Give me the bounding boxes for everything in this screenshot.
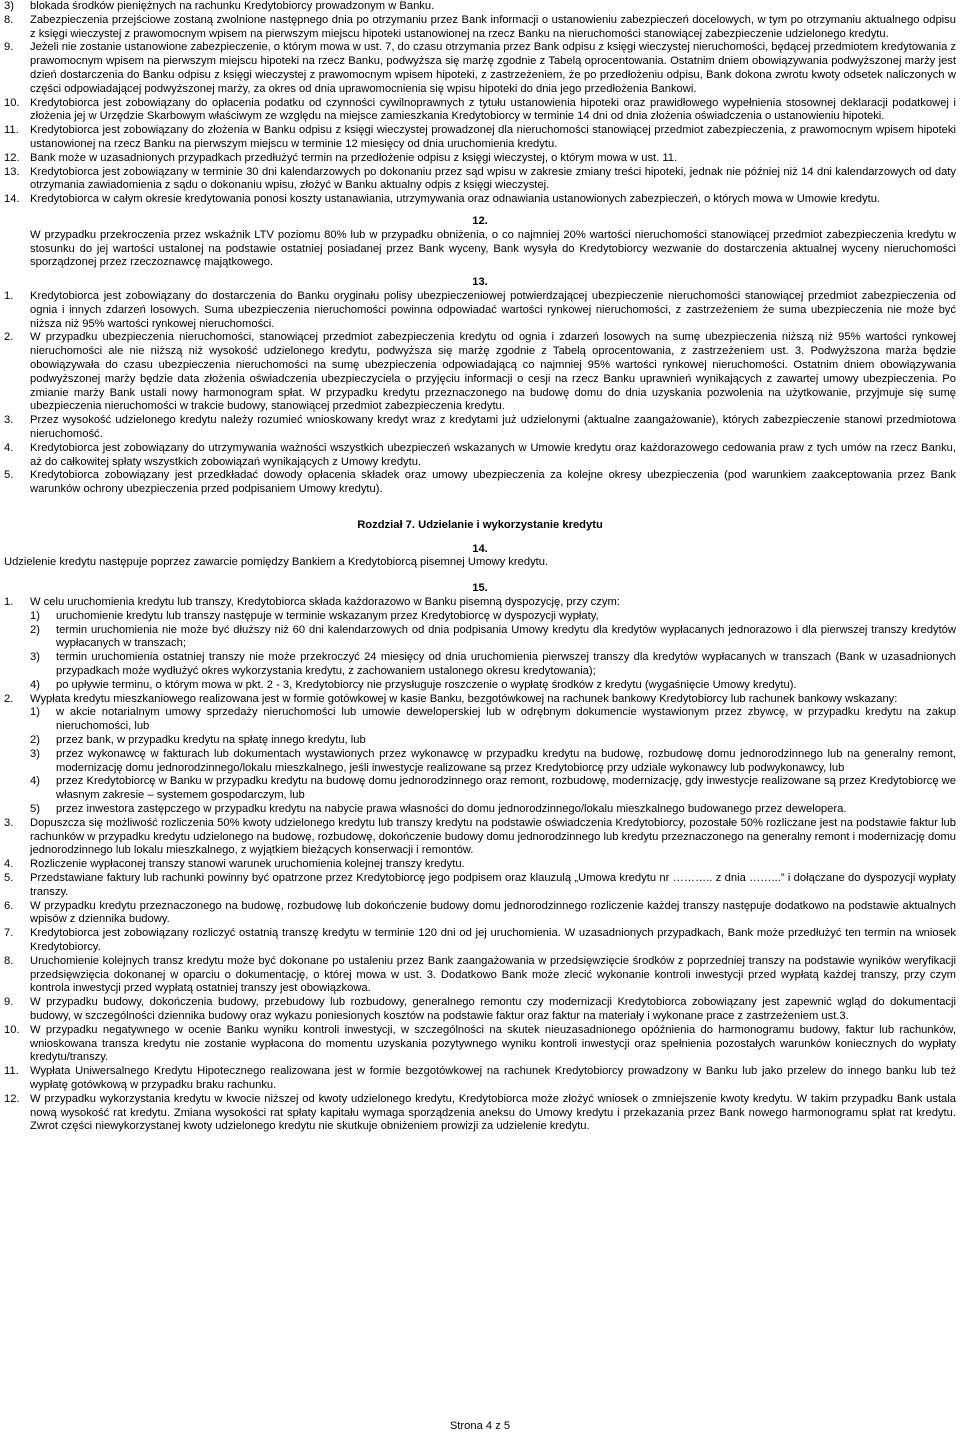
item-text: w akcie notarialnym umowy sprzedaży nieruchomości lub umowie deweloperskiej lub w odrębnym dokumencie wystawionym przez zbywcę, w przypadku kredytu na zakup nieruchomości, lub — [56, 706, 956, 733]
item-number: 12. — [4, 151, 20, 164]
item-text: termin uruchomienia ostatniej transzy nie może przekroczyć 24 miesięcy od dnia uruchomienia pierwszej transzy dla kredytów wypłacanych w transzach (Bank w uzasadnionych przypadkach może wydłużyć okres wykorzystania kredytu, z zachowaniem ustalonego okresu kredytowania); — [56, 651, 956, 678]
list-item — [4, 996, 956, 1024]
list-item — [4, 414, 956, 442]
list-item — [4, 193, 956, 207]
item-number: 3) — [4, 0, 14, 12]
paragraph-14-heading: 14. — [472, 542, 488, 555]
item-text: uruchomienie kredytu lub transzy następuje w terminie wskazanym przez Kredytobiorcę w dyspozycji wypłaty, — [56, 609, 599, 622]
item-number: 7. — [4, 927, 14, 940]
item-number: 1) — [30, 706, 40, 719]
item-text: W przypadku ubezpieczenia nieruchomości, stanowiącej przedmiot zabezpieczenia kredytu od ognia i zdarzeń losowych na sumę ubezpieczenia niższą niż 95% wartości rynkowej nieruchomości ale nie niższą niż wysokość udzielonego kredytu, podwyższa się marżę zgodnie z Tabelą oprocentowania, z zastrzeżeniem ust. 3. Podwyższona marża będzie obowiązywała do czasu ubezpieczenia nieruchomości na sumę ubezpieczenia odpowiadającą co najmniej 95% wartości rynkowej nieruchomości. Ostatnim dniem obowiązywania podwyższonej marży będzie data złożenia oświadczenia ubezpieczyciela o przyjęciu informacji o cesji na rzecz Banku uprawnień wynikających z zawartej umowy ubezpieczenia. Po zmianie marży Bank ustali nowy harmonogram spłat. W przypadku kredytu przeznaczonego na budowę domu do dnia uzyskania pozwolenia na użytkowanie, przyjmuje się sumę ubezpieczenia nieruchomości w trakcie budowy, stanowiącej przedmiot zabezpieczenia kredytu. — [30, 331, 956, 413]
list-item — [30, 775, 956, 803]
list-item — [30, 651, 956, 679]
item-text: przez Kredytobiorcę w Banku w przypadku kredytu na budowę domu jednorodzinnego oraz remont, rozbudowę, modernizację, gdy inwestycje realizowane są przez Kredytobiorcę we własnym zakresie – systemem gospodarczym, lub — [56, 775, 956, 802]
list-item — [4, 1024, 956, 1065]
list-item — [4, 693, 956, 707]
page-number: Strona 4 z 5 — [449, 1420, 511, 1433]
item-number: 4) — [30, 678, 40, 691]
list-item — [4, 442, 956, 470]
item-number: 10. — [4, 1023, 20, 1036]
list-item — [30, 679, 956, 693]
list-item — [4, 927, 956, 955]
list-item — [4, 872, 956, 900]
list-item — [4, 1065, 956, 1093]
item-number: 3) — [30, 651, 40, 664]
item-number: 11. — [4, 124, 19, 137]
item-text: W przypadku budowy, dokończenia budowy, przebudowy lub rozbudowy, generalnego remontu czy modernizacji Kredytobiorca zobowiązany jest zapewnić wgląd do dokumentacji budowy, w szczególności dziennika budowy oraz wykazu poniesionych kosztów na podstawie faktur oraz faktur na materiały i wykonane prace z zastrzeżeniem ust.3. — [30, 996, 956, 1022]
list-item — [4, 124, 956, 152]
item-number: 1. — [4, 596, 14, 609]
item-text: Rozliczenie wypłaconej transzy stanowi warunek uruchomienia kolejnej transzy kredytu. — [30, 858, 465, 871]
item-text: Wypłata Uniwersalnego Kredytu Hipotecznego realizowana jest w formie bezgotówkowej na rachunek Kredytobiorcy prowadzony w Banku lub jako przelew do innego banku lub też wypłatę gotówkową w przypadku braku rachunku. — [30, 1065, 956, 1091]
paragraph-15-sublist-2 — [4, 706, 956, 816]
list-item — [4, 290, 956, 331]
paragraph-15-heading: 15. — [472, 582, 488, 595]
paragraph-15-list — [4, 817, 956, 1134]
item-number: 2) — [30, 623, 40, 636]
item-number: 6. — [4, 899, 14, 912]
item-number: 3) — [30, 747, 40, 760]
list-item — [4, 97, 956, 125]
item-text: Kredytobiorca jest zobowiązany w terminie 30 dni kalendarzowych po dokonaniu przez sąd wpisu w zakresie zmiany treści hipoteki, jednak nie później niż 14 dni kalendarzowych od daty otrzymania zawiadomienia z sądu o dokonaniu wpisu, złożyć w Banku aktualny odpis z księgi wieczystej. — [30, 165, 956, 192]
list-item — [4, 152, 956, 166]
list-item — [4, 817, 956, 858]
item-text: Przez wysokość udzielonego kredytu należy rozumieć wnioskowany kredyt wraz z kredytami już udzielonymi (aktualne zaangażowanie), których zabezpieczenie stanowi przedmiotowa nieruchomość. — [30, 414, 956, 440]
list-item — [4, 14, 956, 42]
paragraph-13-list — [4, 290, 956, 497]
list-item — [4, 955, 956, 996]
item-number: 9. — [4, 996, 14, 1009]
item-text: W celu uruchomienia kredytu lub transzy, Kredytobiorca składa każdorazowo w Banku pisemną dyspozycję, przy czym: — [30, 596, 620, 609]
item-number: 12. — [4, 1092, 20, 1105]
item-text: Przedstawiane faktury lub rachunki powinny być opatrzone przez Kredytobiorcę jego podpisem oraz klauzulą „Umowa kredytu nr ……….. z dnia ……...” i dołączane do dyspozycji wypłaty transzy. — [30, 872, 956, 898]
list-item — [4, 596, 956, 610]
list-item — [4, 858, 956, 872]
item-text: Bank może w uzasadnionych przypadkach przedłużyć termin na przedłożenie odpisu z księgi wieczystej, o którym mowa w ust. 11. — [30, 151, 678, 164]
list-item — [4, 1093, 956, 1134]
item-number: 1. — [4, 289, 14, 302]
paragraph-14-text: Udzielenie kredytu następuje poprzez zawarcie pomiędzy Bankiem a Kredytobiorcą pisemnej Umowy kredytu. — [4, 556, 549, 569]
paragraph-12-heading: 12. — [472, 214, 488, 227]
list-item — [4, 331, 956, 414]
item-text: Dopuszcza się możliwość rozliczenia 50% kwoty udzielonego kredytu lub transzy kredytu na podstawie oświadczenia Kredytobiorcy, pozostałe 50% rozliczane jest na podstawie faktur lub rachunków w przypadku kredytu udzielonego na budowę, rozbudowę, dokończenie budowy domu jednorodzinnego lub kredytu przeznaczonego na generalny remont i modernizację domu jednorodzinnego lub lokalu mieszkalnego, z wyjątkiem bieżących konserwacji i remontów. — [30, 816, 956, 857]
item-text: Kredytobiorca jest zobowiązany rozliczyć ostatnią transzę kredytu w terminie 120 dni od jej uruchomienia. W uzasadnionych przypadkach, Bank może przedłużyć ten termin na wniosek Kredytobiorcy. — [30, 927, 956, 953]
paragraph-13-heading: 13. — [472, 276, 488, 289]
list-item — [30, 803, 956, 817]
item-number: 13. — [4, 165, 20, 178]
item-text: Kredytobiorca jest zobowiązany do utrzymywania ważności wszystkich ubezpieczeń wskazanych w Umowie kredytu oraz każdorazowego cedowania praw z tych umów na rzecz Banku, aż do całkowitej spłaty wszystkich zobowiązań wynikających z Umowy kredytu. — [30, 441, 956, 468]
list-item — [30, 610, 956, 624]
paragraph-12-text: W przypadku przekroczenia przez wskaźnik LTV poziomu 80% lub w przypadku obniżenia, o co najmniej 20% wartości nieruchomości stanowiącej przedmiot zabezpieczenia kredytu w stosunku do jej wartości ustalonej na podstawie ostatniej posiadanej przez Bank wyceny, Bank wysyła do Kredytobiorcy wezwanie do dostarczenia aktualnej wyceny nieruchomości sporządzonej przez rzeczoznawcę majątkowego. — [30, 228, 956, 269]
list-item — [30, 748, 956, 776]
item-number: 5. — [4, 872, 14, 885]
item-text: Kredytobiorca jest zobowiązany do opłacenia podatku od czynności cywilnoprawnych z tytułu ustanowienia hipoteki oraz prawidłowego wypełnienia stosownej deklaracji podatkowej i złożenia jej w Urzędzie Skarbowym właściwym ze względu na miejsce zamieszkania Kredytobiorcy w terminie 14 dni od dnia złożenia oświadczenia o ustanowieniu hipoteki. — [30, 96, 956, 123]
item-text: Kredytobiorca jest zobowiązany do złożenia w Banku odpisu z księgi wieczystej prowadzonej dla nieruchomości stanowiącej przedmiot zabezpieczenia, z prawomocnym wpisem hipoteki ustanowionej na rzecz Banku na pierwszym miejscu w terminie 12 miesięcy od dnia uruchomienia kredytu. — [30, 124, 956, 150]
item-number: 5) — [30, 803, 40, 816]
item-number: 3. — [4, 414, 14, 427]
item-text: Kredytobiorca zobowiązany jest przedkładać dowody opłacenia składek oraz umowy ubezpieczenia za kolejne okresy ubezpieczenia (pod warunkiem zaakceptowania przez Bank warunków ochrony ubezpieczenia przed podpisaniem Umowy kredytu). — [30, 469, 956, 496]
item-text: termin uruchomienia nie może być dłuższy niż 60 dni kalendarzowych od dnia podpisania Umowy kredytu dla kredytów wypłacanych jednorazowo i dla pierwszej transzy kredytów wypłacanych w transzach; — [56, 623, 956, 650]
list-item — [4, 41, 956, 96]
item-number: 1) — [30, 609, 40, 622]
item-number: 4. — [4, 441, 14, 454]
list-item — [4, 166, 956, 194]
item-text: Zabezpieczenia przejściowe zostaną zwolnione następnego dnia po otrzymaniu przez Bank informacji o ustanowieniu zabezpieczeń docelowych, w tym po otrzymaniu aktualnego odpisu z księgi wieczystej z prawomocnym wpisem na pierwszym miejscu hipoteki ustanowionej na rzecz Banku na nieruchomości stanowiącej zabezpieczenie udzielonego kredytu. — [30, 13, 956, 40]
item-number: 2) — [30, 734, 40, 747]
item-text: Kredytobiorca jest zobowiązany do dostarczenia do Banku oryginału polisy ubezpieczeniowej potwierdzającej ubezpieczenie nieruchomości stanowiącej przedmiot zabezpieczenia od ognia i innych zdarzeń losowych. Suma ubezpieczenia nieruchomości powinna odpowiadać wartości rynkowej nieruchomości, z zastrzeżeniem że suma ubezpieczenia nie może być niższa niż 95% wartości rynkowej nieruchomości. — [30, 289, 956, 330]
item-number: 9. — [4, 41, 14, 54]
list-item — [30, 706, 956, 734]
item-number: 10. — [4, 96, 20, 109]
item-text: blokada środków pieniężnych na rachunku Kredytobiorcy prowadzonym w Banku. — [30, 0, 435, 12]
list-item — [4, 0, 956, 14]
item-number: 8. — [4, 954, 14, 967]
item-text: przez inwestora zastępczego w przypadku kredytu na nabycie prawa własności do domu jednorodzinnego/lokalu mieszkalnego budowanego przez dewelopera. — [56, 803, 847, 816]
list-item — [30, 624, 956, 652]
item-text: przez bank, w przypadku kredytu na spłatę innego kredytu, lub — [56, 734, 366, 747]
item-text: W przypadku wykorzystania kredytu w kwocie niższej od kwoty udzielonego kredytu, Kredytobiorca może złożyć wniosek o zmniejszenie kwoty kredytu. W takim przypadku Bank ustala nową wysokość rat kredytu. Zmiana wysokości rat spłaty kapitału wymaga sporządzenia aneksu do Umowy kredytu i przekazania przez Bank nowego harmonogramu spłat rat kredytu. Zwrot części niewykorzystanej kwoty udzielonego kredytu nie skutkuje obniżeniem prowizji za udzielenie kredytu. — [30, 1092, 956, 1133]
item-number: 2. — [4, 692, 14, 705]
item-number: 8. — [4, 13, 14, 26]
item-text: W przypadku negatywnego w ocenie Banku wyniku kontroli inwestycji, w szczególności na skutek nieuzasadnionego opóźnienia do harmonogramu budowy, faktur lub rachunków, wnioskowana transza kredytu nie zostanie wypłacona do momentu uzyskania pozytywnego wyniku kontroli inwestycji oraz spełnienia pozostałych warunków koniecznych do wypłaty kredytu/transzy. — [30, 1023, 956, 1064]
item-number: 4) — [30, 775, 40, 788]
item-text: Wypłata kredytu mieszkaniowego realizowana jest w formie gotówkowej w kasie Banku, bezgotówkowej na rachunek bankowy Kredytobiorcy lub rachunek bankowy wskazany: — [30, 692, 898, 705]
chapter-title: Rozdział 7. Udzielanie i wykorzystanie kredytu — [357, 518, 603, 531]
item-text: Uruchomienie kolejnych transz kredytu może być dokonane po ustaleniu przez Bank zaangażowania w przedsięwzięcie środków z poprzedniej transzy na podstawie wyników weryfikacji przedsięwzięcia dokonanej w oparciu o dokumentację, o której mowa w ust. 3. Dodatkowo Bank może zlecić wykonanie kontroli inwestycji przed wypłatą każdej transzy, przy czym kontrola inwestycji przed wypłatą ostatniej transzy jest obowiązkowa. — [30, 954, 956, 995]
item-number: 14. — [4, 193, 20, 206]
item-number: 11. — [4, 1065, 19, 1078]
list-item — [4, 469, 956, 497]
item-text: przez wykonawcę w fakturach lub dokumentach wystawionych przez wykonawcę w przypadku kredytu na budowę, rozbudowę domu jednorodzinnego lub na generalny remont, modernizację domu jednorodzinnego/lokalu mieszkalnego, jeśli inwestycje realizowane są przez Kredytobiorcę przy udziale wykonawcy lub podwykonawcy, lub — [56, 747, 956, 774]
item-text: po upływie terminu, o którym mowa w pkt. 2 - 3, Kredytobiorcy nie przysługuje roszczenie o wypłatę środków z kredytu (wygaśnięcie Umowy kredytu). — [56, 678, 797, 691]
item-text: Kredytobiorca w całym okresie kredytowania ponosi koszty ustanawiania, utrzymywania oraz odnawiania ustanowionych zabezpieczeń, o których mowa w Umowie kredytu. — [30, 193, 881, 206]
item-text: Jeżeli nie zostanie ustanowione zabezpieczenie, o którym mowa w ust. 7, do czasu otrzymania przez Bank odpisu z księgi wieczystej nieruchomości, będącej przedmiotem kredytowania z prawomocnym wpisem na pierwszym miejscu hipoteki na rzecz Banku, podwyższa się marżę zgodnie z Tabelą oprocentowania. Ostatnim dniem obowiązywania podwyższonej marży jest dzień dostarczenia do Banku odpisu z księgi wieczystej z prawomocnym wpisem hipoteki, z zastrzeżeniem, że po przedłożeniu odpisu, Bank dokona zwrotu kwoty odsetek naliczonych w części odpowiadającej podwyższonej marży, za okres od dnia uprawomocnienia się wpisu hipoteki do dnia jego przedłożenia Bankowi. — [30, 41, 956, 95]
paragraph-15-sublist-1 — [4, 610, 956, 693]
item-number: 3. — [4, 816, 14, 829]
item-number: 2. — [4, 331, 14, 344]
item-number: 5. — [4, 469, 14, 482]
section-top — [4, 0, 956, 207]
item-number: 4. — [4, 858, 14, 871]
list-item — [30, 734, 956, 748]
item-text: W przypadku kredytu przeznaczonego na budowę, rozbudowę lub dokończenie budowy domu jednorodzinnego rozliczenie każdej transzy następuje dodatkowo na podstawie aktualnych wpisów z dziennika budowy. — [30, 899, 956, 926]
list-item — [4, 900, 956, 928]
